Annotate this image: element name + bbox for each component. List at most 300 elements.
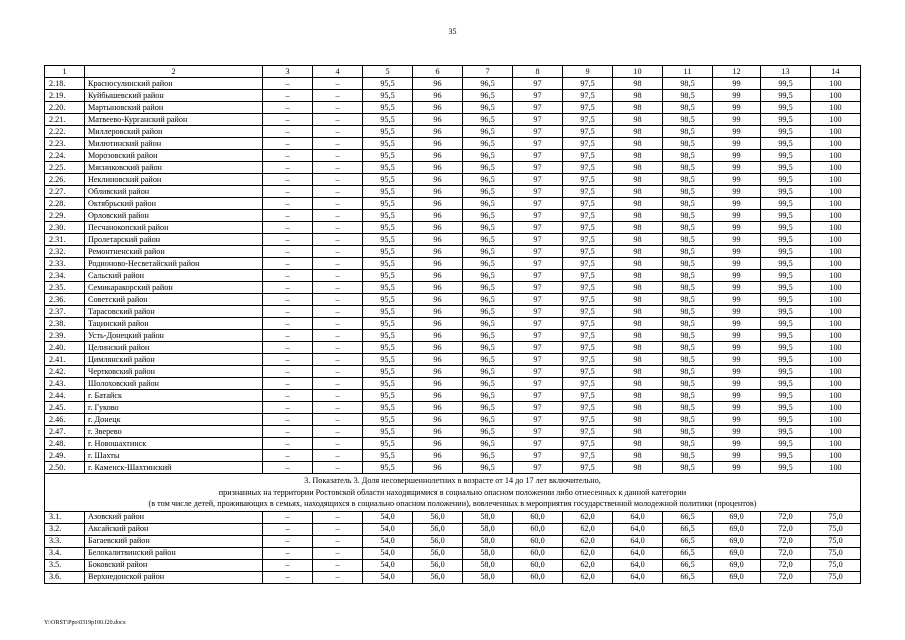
value-cell: – — [263, 426, 313, 438]
territory-name: Цимлянский район — [85, 354, 263, 366]
value-cell: 96,5 — [463, 90, 513, 102]
value-cell: 96 — [413, 342, 463, 354]
value-cell: 99 — [713, 366, 761, 378]
value-cell: 100 — [811, 126, 861, 138]
value-cell: 97 — [513, 282, 563, 294]
value-cell: – — [263, 414, 313, 426]
territory-name: Шолоховский район — [85, 378, 263, 390]
value-cell: 99 — [713, 246, 761, 258]
row-number: 2.26. — [45, 174, 85, 186]
value-cell: 97 — [513, 174, 563, 186]
value-cell: – — [313, 138, 363, 150]
table-row — [45, 414, 861, 426]
value-cell: 97 — [513, 306, 563, 318]
row-number: 3.1. — [45, 511, 85, 523]
value-cell: 54,0 — [363, 535, 413, 547]
value-cell: – — [263, 102, 313, 114]
value-cell: 95,5 — [363, 414, 413, 426]
value-cell: 60,0 — [513, 523, 563, 535]
value-cell: 98,5 — [663, 438, 713, 450]
value-cell: 98 — [613, 462, 663, 474]
value-cell: 96 — [413, 426, 463, 438]
value-cell: 95,5 — [363, 294, 413, 306]
value-cell: 96 — [413, 378, 463, 390]
value-cell: 75,0 — [811, 523, 861, 535]
territory-name: Неклиновский район — [85, 174, 263, 186]
value-cell: 99,5 — [761, 270, 811, 282]
value-cell: 99 — [713, 414, 761, 426]
value-cell: 96 — [413, 162, 463, 174]
value-cell: 100 — [811, 318, 861, 330]
value-cell: 96 — [413, 78, 463, 90]
value-cell: 98 — [613, 186, 663, 198]
value-cell: 98 — [613, 258, 663, 270]
value-cell: 95,5 — [363, 246, 413, 258]
value-cell: 97 — [513, 126, 563, 138]
value-cell: 62,0 — [563, 571, 613, 583]
territory-name: Чертковский район — [85, 366, 263, 378]
value-cell: 66,5 — [663, 535, 713, 547]
row-number: 2.48. — [45, 438, 85, 450]
table-row — [45, 402, 861, 414]
value-cell: 96,5 — [463, 210, 513, 222]
territory-name: Целинский район — [85, 342, 263, 354]
value-cell: – — [313, 414, 363, 426]
value-cell: 98,5 — [663, 270, 713, 282]
value-cell: 58,0 — [463, 511, 513, 523]
value-cell: 96 — [413, 258, 463, 270]
value-cell: 97 — [513, 462, 563, 474]
value-cell: – — [313, 306, 363, 318]
value-cell: 58,0 — [463, 535, 513, 547]
value-cell: 96 — [413, 222, 463, 234]
value-cell: 99,5 — [761, 222, 811, 234]
value-cell: 95,5 — [363, 174, 413, 186]
row-number: 2.19. — [45, 90, 85, 102]
value-cell: 100 — [811, 342, 861, 354]
value-cell: 98 — [613, 366, 663, 378]
value-cell: 100 — [811, 330, 861, 342]
table-row — [45, 438, 861, 450]
table-row — [45, 342, 861, 354]
column-number-8: 8 — [513, 66, 563, 78]
value-cell: 99,5 — [761, 390, 811, 402]
value-cell: 99,5 — [761, 330, 811, 342]
value-cell: 98 — [613, 246, 663, 258]
column-number-9: 9 — [563, 66, 613, 78]
table-row — [45, 126, 861, 138]
value-cell: 98 — [613, 162, 663, 174]
table-row — [45, 523, 861, 535]
value-cell: – — [263, 126, 313, 138]
value-cell: 95,5 — [363, 210, 413, 222]
value-cell: 62,0 — [563, 547, 613, 559]
value-cell: 97 — [513, 258, 563, 270]
value-cell: 98,5 — [663, 378, 713, 390]
value-cell: 66,5 — [663, 523, 713, 535]
row-number: 2.44. — [45, 390, 85, 402]
value-cell: 98 — [613, 330, 663, 342]
row-number: 2.20. — [45, 102, 85, 114]
value-cell: – — [313, 234, 363, 246]
value-cell: 100 — [811, 450, 861, 462]
row-number: 3.6. — [45, 571, 85, 583]
value-cell: 98,5 — [663, 246, 713, 258]
value-cell: 98,5 — [663, 114, 713, 126]
value-cell: 95,5 — [363, 390, 413, 402]
row-number: 2.23. — [45, 138, 85, 150]
value-cell: 99 — [713, 330, 761, 342]
value-cell: 97,5 — [563, 426, 613, 438]
value-cell: – — [263, 234, 313, 246]
table-row — [45, 462, 861, 474]
value-cell: 100 — [811, 174, 861, 186]
value-cell: 95,5 — [363, 90, 413, 102]
value-cell: 100 — [811, 270, 861, 282]
value-cell: 96,5 — [463, 78, 513, 90]
value-cell: 98,5 — [663, 222, 713, 234]
value-cell: 58,0 — [463, 571, 513, 583]
value-cell: 99,5 — [761, 198, 811, 210]
value-cell: 95,5 — [363, 306, 413, 318]
value-cell: 99,5 — [761, 78, 811, 90]
value-cell: 96 — [413, 114, 463, 126]
value-cell: 95,5 — [363, 330, 413, 342]
value-cell: 95,5 — [363, 438, 413, 450]
value-cell: 60,0 — [513, 571, 563, 583]
value-cell: 98 — [613, 210, 663, 222]
table-row — [45, 547, 861, 559]
value-cell: 99,5 — [761, 258, 811, 270]
value-cell: 97,5 — [563, 270, 613, 282]
value-cell: 98 — [613, 294, 663, 306]
value-cell: 98,5 — [663, 342, 713, 354]
value-cell: 98 — [613, 234, 663, 246]
value-cell: 96 — [413, 90, 463, 102]
value-cell: 95,5 — [363, 186, 413, 198]
value-cell: 98 — [613, 102, 663, 114]
value-cell: 97,5 — [563, 414, 613, 426]
value-cell: 97,5 — [563, 438, 613, 450]
value-cell: 98 — [613, 78, 663, 90]
value-cell: 97,5 — [563, 246, 613, 258]
row-number: 3.3. — [45, 535, 85, 547]
value-cell: 99 — [713, 258, 761, 270]
table-row — [45, 450, 861, 462]
value-cell: 64,0 — [613, 547, 663, 559]
value-cell: 98,5 — [663, 162, 713, 174]
table-row — [45, 174, 861, 186]
value-cell: 97,5 — [563, 402, 613, 414]
value-cell: – — [313, 90, 363, 102]
value-cell: – — [313, 150, 363, 162]
value-cell: – — [263, 198, 313, 210]
value-cell: 96 — [413, 138, 463, 150]
value-cell: 97,5 — [563, 174, 613, 186]
value-cell: 95,5 — [363, 222, 413, 234]
value-cell: 96,5 — [463, 138, 513, 150]
value-cell: 64,0 — [613, 571, 663, 583]
value-cell: 98 — [613, 90, 663, 102]
value-cell: – — [263, 294, 313, 306]
value-cell: 99,5 — [761, 90, 811, 102]
value-cell: 75,0 — [811, 547, 861, 559]
territory-name: г. Гуково — [85, 402, 263, 414]
value-cell: 97,5 — [563, 198, 613, 210]
value-cell: 99 — [713, 150, 761, 162]
value-cell: 98,5 — [663, 366, 713, 378]
territory-name: Азовский район — [85, 511, 263, 523]
territory-name: Тарасовский район — [85, 306, 263, 318]
value-cell: 100 — [811, 426, 861, 438]
value-cell: 96,5 — [463, 438, 513, 450]
value-cell: 97 — [513, 414, 563, 426]
value-cell: 69,0 — [713, 535, 761, 547]
value-cell: 96,5 — [463, 306, 513, 318]
value-cell: 72,0 — [761, 511, 811, 523]
column-number-13: 13 — [761, 66, 811, 78]
value-cell: 98 — [613, 198, 663, 210]
column-number-5: 5 — [363, 66, 413, 78]
value-cell: 97,5 — [563, 150, 613, 162]
value-cell: 96,5 — [463, 270, 513, 282]
value-cell: 96 — [413, 390, 463, 402]
value-cell: 96,5 — [463, 342, 513, 354]
value-cell: 66,5 — [663, 571, 713, 583]
column-number-14: 14 — [811, 66, 861, 78]
value-cell: 99,5 — [761, 114, 811, 126]
value-cell: – — [263, 90, 313, 102]
value-cell: 99 — [713, 90, 761, 102]
row-number: 2.42. — [45, 366, 85, 378]
value-cell: 98 — [613, 438, 663, 450]
value-cell: 56,0 — [413, 523, 463, 535]
value-cell: 98,5 — [663, 234, 713, 246]
value-cell: 96 — [413, 414, 463, 426]
value-cell: 100 — [811, 354, 861, 366]
value-cell: 58,0 — [463, 547, 513, 559]
value-cell: 99 — [713, 126, 761, 138]
value-cell: – — [313, 294, 363, 306]
value-cell: 96 — [413, 246, 463, 258]
row-number: 2.36. — [45, 294, 85, 306]
row-number: 2.34. — [45, 270, 85, 282]
value-cell: 99 — [713, 114, 761, 126]
value-cell: 98,5 — [663, 126, 713, 138]
value-cell: 99 — [713, 462, 761, 474]
value-cell: 99 — [713, 294, 761, 306]
value-cell: – — [313, 535, 363, 547]
table-row — [45, 354, 861, 366]
value-cell: 99 — [713, 354, 761, 366]
table-row — [45, 222, 861, 234]
value-cell: 66,5 — [663, 559, 713, 571]
value-cell: 96 — [413, 330, 463, 342]
value-cell: 96 — [413, 306, 463, 318]
territory-name: Октябрьский район — [85, 198, 263, 210]
value-cell: 75,0 — [811, 559, 861, 571]
value-cell: – — [313, 282, 363, 294]
value-cell: – — [313, 559, 363, 571]
value-cell: 99 — [713, 186, 761, 198]
value-cell: 96,5 — [463, 150, 513, 162]
value-cell: 98,5 — [663, 354, 713, 366]
value-cell: 97,5 — [563, 306, 613, 318]
value-cell: – — [313, 342, 363, 354]
value-cell: – — [313, 78, 363, 90]
value-cell: 97 — [513, 450, 563, 462]
value-cell: 99 — [713, 426, 761, 438]
value-cell: – — [313, 354, 363, 366]
value-cell: 99,5 — [761, 426, 811, 438]
value-cell: 97,5 — [563, 186, 613, 198]
table-row — [45, 535, 861, 547]
value-cell: 96 — [413, 126, 463, 138]
value-cell: 64,0 — [613, 559, 663, 571]
value-cell: – — [263, 366, 313, 378]
territory-name: Родионово-Несветайский район — [85, 258, 263, 270]
value-cell: 66,5 — [663, 511, 713, 523]
value-cell: 95,5 — [363, 114, 413, 126]
value-cell: 96,5 — [463, 414, 513, 426]
row-number: 2.45. — [45, 402, 85, 414]
territory-name: Семикаракорский район — [85, 282, 263, 294]
value-cell: 95,5 — [363, 450, 413, 462]
value-cell: 97,5 — [563, 330, 613, 342]
value-cell: 72,0 — [761, 571, 811, 583]
table-row — [45, 246, 861, 258]
value-cell: – — [313, 198, 363, 210]
value-cell: 98 — [613, 222, 663, 234]
value-cell: 99,5 — [761, 342, 811, 354]
table-row — [45, 150, 861, 162]
table-row — [45, 318, 861, 330]
value-cell: 75,0 — [811, 511, 861, 523]
value-cell: 99 — [713, 78, 761, 90]
value-cell: – — [263, 535, 313, 547]
value-cell: 97 — [513, 114, 563, 126]
value-cell: 60,0 — [513, 535, 563, 547]
territory-name: Верхнедонской район — [85, 571, 263, 583]
value-cell: 96 — [413, 270, 463, 282]
value-cell: 97,5 — [563, 378, 613, 390]
value-cell: 97 — [513, 186, 563, 198]
row-number: 2.28. — [45, 198, 85, 210]
section-heading — [45, 474, 861, 512]
value-cell: 56,0 — [413, 571, 463, 583]
table-row — [45, 186, 861, 198]
value-cell: 97 — [513, 318, 563, 330]
value-cell: 96,5 — [463, 198, 513, 210]
value-cell: 97,5 — [563, 450, 613, 462]
row-number: 2.49. — [45, 450, 85, 462]
value-cell: 96 — [413, 438, 463, 450]
value-cell: 97 — [513, 90, 563, 102]
row-number: 2.21. — [45, 114, 85, 126]
value-cell: 97,5 — [563, 462, 613, 474]
value-cell: 99 — [713, 318, 761, 330]
table-row — [45, 114, 861, 126]
row-number: 2.31. — [45, 234, 85, 246]
table-row — [45, 270, 861, 282]
value-cell: – — [263, 402, 313, 414]
value-cell: 95,5 — [363, 282, 413, 294]
document-file-path: Y:\ORST\Ppo\0319p100.f20.docx — [44, 620, 126, 626]
page-number: 35 — [448, 27, 457, 36]
column-number-3: 3 — [263, 66, 313, 78]
value-cell: – — [313, 402, 363, 414]
value-cell: 98,5 — [663, 186, 713, 198]
value-cell: 96 — [413, 234, 463, 246]
value-cell: 97,5 — [563, 318, 613, 330]
value-cell: 95,5 — [363, 258, 413, 270]
value-cell: – — [313, 102, 363, 114]
value-cell: 99 — [713, 102, 761, 114]
value-cell: 98,5 — [663, 90, 713, 102]
value-cell: 56,0 — [413, 547, 463, 559]
value-cell: 100 — [811, 390, 861, 402]
territory-name: Морозовский район — [85, 150, 263, 162]
value-cell: – — [313, 210, 363, 222]
territory-name: Матвеево-Курганский район — [85, 114, 263, 126]
value-cell: 98,5 — [663, 450, 713, 462]
value-cell: – — [263, 330, 313, 342]
value-cell: – — [263, 246, 313, 258]
value-cell: 99,5 — [761, 438, 811, 450]
value-cell: 100 — [811, 234, 861, 246]
value-cell: – — [313, 330, 363, 342]
value-cell: – — [313, 318, 363, 330]
value-cell: 97 — [513, 438, 563, 450]
value-cell: 98 — [613, 390, 663, 402]
value-cell: 99,5 — [761, 294, 811, 306]
row-number: 2.27. — [45, 186, 85, 198]
value-cell: – — [263, 138, 313, 150]
value-cell: – — [313, 270, 363, 282]
value-cell: 64,0 — [613, 535, 663, 547]
value-cell: 99,5 — [761, 102, 811, 114]
value-cell: 95,5 — [363, 234, 413, 246]
value-cell: 97 — [513, 162, 563, 174]
table-row — [45, 330, 861, 342]
column-number-1: 1 — [45, 66, 85, 78]
value-cell: 98,5 — [663, 330, 713, 342]
value-cell: 72,0 — [761, 535, 811, 547]
value-cell: 99 — [713, 438, 761, 450]
row-number: 3.2. — [45, 523, 85, 535]
value-cell: 97 — [513, 402, 563, 414]
value-cell: – — [263, 258, 313, 270]
value-cell: – — [263, 114, 313, 126]
table-row — [45, 390, 861, 402]
value-cell: 98 — [613, 114, 663, 126]
table-row — [45, 571, 861, 583]
value-cell: 99,5 — [761, 186, 811, 198]
value-cell: – — [313, 222, 363, 234]
value-cell: 99,5 — [761, 414, 811, 426]
value-cell: – — [263, 390, 313, 402]
territory-name: Боковский район — [85, 559, 263, 571]
value-cell: 98 — [613, 378, 663, 390]
value-cell: – — [263, 571, 313, 583]
value-cell: 97,5 — [563, 222, 613, 234]
value-cell: – — [263, 559, 313, 571]
value-cell: 100 — [811, 402, 861, 414]
value-cell: 96,5 — [463, 282, 513, 294]
value-cell: 69,0 — [713, 547, 761, 559]
value-cell: 54,0 — [363, 547, 413, 559]
value-cell: 100 — [811, 78, 861, 90]
